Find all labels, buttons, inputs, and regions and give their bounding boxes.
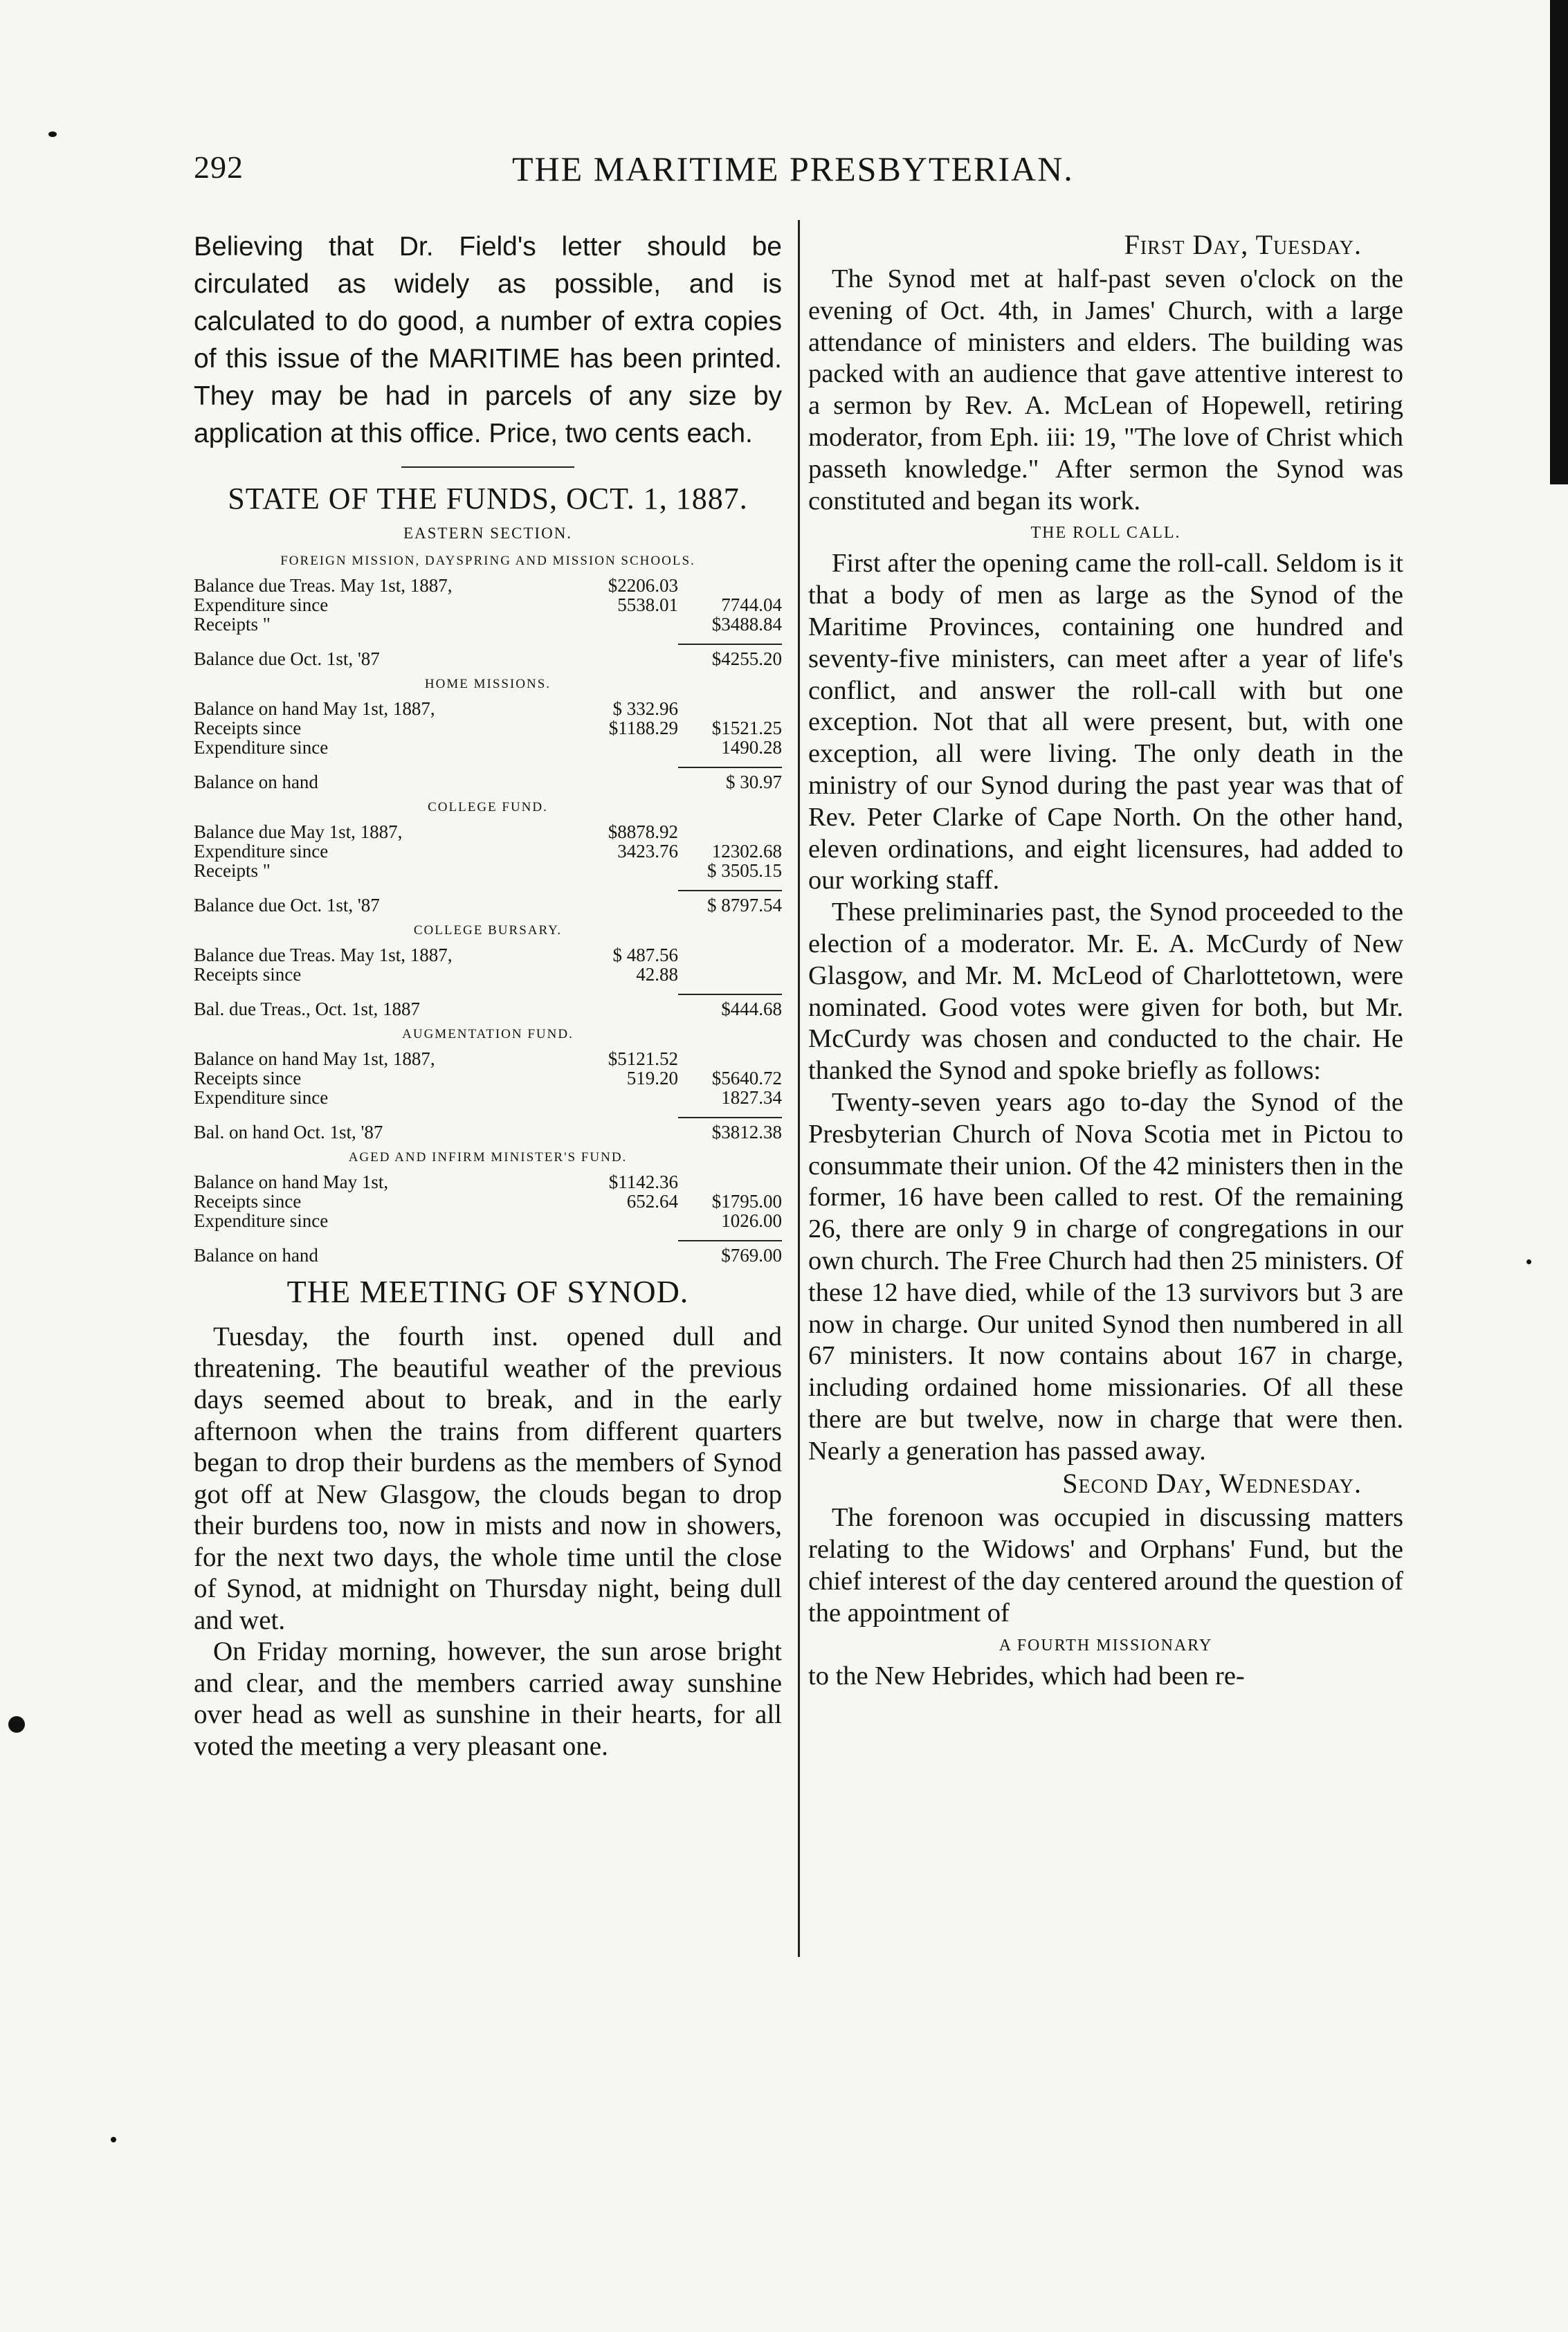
fund-total-row [194,1240,782,1265]
scan-edge-shadow [1550,0,1568,484]
fund-row-label: Receipts since [194,964,302,985]
fund-foreign-mission [194,549,782,668]
fund-row-amount: $5121.52 [608,1048,678,1069]
synod-paragraph: First after the opening came the roll-call. Seldom is it that a body of men as large as the Synod of the Maritime Provinces, containing one hundred and seventy-five ministers, can meet after a year of life's conflict, and answer the roll-call with but one exception. Not that all were present, but, with one exception, all were living. The only death in the ministry of our Synod during the past year was that of Rev. Peter Clarke of Cape North. On the other hand, eleven ordinations, and eight licensures, had added to our working staff. [808,549,1403,895]
fund-home-missions [194,673,782,792]
fund-row-sum: $5640.72 [711,1068,782,1088]
running-head [194,149,1412,197]
fund-row-amount: $ 487.56 [612,945,678,965]
meeting-paragraph: On Friday morning, however, the sun arose bright and clear, and the members carried away sunshine over head as well as sunshine in their hearts, for all voted the meeting a very pleasant one. [194,1637,782,1761]
fund-row-amount: $ 332.96 [612,698,678,719]
fund-row-label: Receipts " [194,614,271,635]
synod-paragraph: to the New Hebrides, which had been re- [808,1661,1245,1691]
fund-row-label: Expenditure since [194,1087,329,1108]
fund-row-label: Expenditure since [194,1210,329,1231]
fund-row [194,576,782,595]
fund-row-amount: 652.64 [626,1191,678,1212]
fund-row [194,738,782,757]
fund-row-label: Balance on hand May 1st, 1887, [194,698,435,719]
fund-heading: FOREIGN MISSION, DAYSPRING AND MISSION SCHOOLS. [280,554,695,568]
fund-college [194,796,782,915]
fund-row-label: Receipts since [194,718,302,738]
left-column [194,228,782,1762]
fund-row-amount: $1188.29 [608,718,678,738]
fund-total-amount: $ 30.97 [678,767,782,792]
column-divider [798,220,800,1957]
fund-row-sum: 12302.68 [711,841,782,862]
fund-row-amount: 42.88 [636,964,678,985]
fund-total-amount: $444.68 [678,994,782,1019]
fund-total-label: Bal. on hand Oct. 1st, '87 [194,1122,383,1142]
fund-row-sum: 1827.34 [721,1087,782,1108]
synod-paragraph: The forenoon was occupied in discussing matters relating to the Widows' and Orphans' Fund, but the chief interest of the day centered around the question of the appointment of [808,1503,1403,1628]
fund-row [194,614,782,634]
fund-total-row [194,767,782,792]
fund-row-sum: 7744.04 [721,594,782,615]
fund-row-label: Receipts since [194,1068,302,1088]
fund-total-row [194,1117,782,1142]
fund-row-amount: 519.20 [626,1068,678,1088]
fund-total-amount: $ 8797.54 [678,890,782,915]
first-day-heading: First Day, Tuesday. [1124,229,1362,260]
fund-row [194,1068,782,1088]
funds-statement [194,549,782,1265]
meeting-paragraph: Tuesday, the fourth inst. opened dull and threatening. The beautiful weather of the previous days seemed about to break, and in the early afternoon when the trains from different quarters began to drop their burdens as the members of Synod got off at New Glasgow, the clouds began to drop their burdens too, now in mists and now in showers, for the next two days, the whole time until the close of Synod, at midnight on Thursday night, being dull and wet. [194,1322,782,1635]
synod-paragraph: These preliminaries past, the Synod proceeded to the election of a moderator. Mr. E. A. McCurdy of New Glasgow, and Mr. M. McLeod of Charlottetown, were nominated. Good votes were given for both, but Mr. McCurdy was chosen and conducted to the chair. He thanked the Synod and spoke briefly as follows: [808,898,1403,1086]
fund-row [194,1172,782,1192]
fund-total-row [194,994,782,1019]
fund-total-amount: $769.00 [678,1240,782,1265]
fund-aged-infirm [194,1146,782,1265]
section-rule [401,466,574,468]
fund-total-label: Balance on hand [194,772,318,792]
fund-row [194,822,782,841]
fund-heading: AGED AND INFIRM MINISTER'S FUND. [348,1150,628,1165]
journal-title: THE MARITIME PRESBYTERIAN. [512,149,1074,188]
fund-row-label: Balance on hand May 1st, 1887, [194,1048,435,1069]
extra-copies-notice: Believing that Dr. Field's letter should be circulated as widely as possible, and is calculated to do good, a number of extra copies of this issue of the MARITIME has been printed. They may be had in parcels of any size by application at this office. Price, two cents each. [194,232,782,448]
fund-row-amount: 3423.76 [617,841,678,862]
fund-total-label: Bal. due Treas., Oct. 1st, 1887 [194,999,420,1019]
fund-row [194,861,782,880]
scan-speck [48,131,57,137]
fund-row [194,965,782,984]
scan-speck [111,2137,116,2142]
right-column [808,228,1403,1692]
fund-row [194,595,782,614]
synod-paragraph: Twenty-seven years ago to-day the Synod of the Presbyterian Church of Nova Scotia met in Pictou to consummate their union. Of the 42 ministers then in the former, 16 have been called to rest. Of the remaining 26, there are only 9 in charge of congregations in our own church. The Free Church had then 25 ministers. Of these 12 have died, while of the 13 survivors but 3 are now in charge. Our united Synod then numbered in all 67 ministers. It now contains about 167 in charge, including ordained home missionaries. Of all these there are but twelve, now in charge that were then. Nearly a generation has passed away. [808,1087,1403,1466]
fund-row-sum: $3488.84 [711,614,782,635]
fund-heading: COLLEGE FUND. [428,800,548,814]
fund-row [194,945,782,965]
fund-row [194,1211,782,1230]
fund-row-label: Receipts since [194,1191,302,1212]
fund-heading: HOME MISSIONS. [424,677,551,691]
fund-total-label: Balance due Oct. 1st, '87 [194,648,380,669]
second-day-heading: Second Day, Wednesday. [1062,1468,1362,1500]
roll-call-heading: THE ROLL CALL. [1030,524,1181,543]
funds-title: STATE OF THE FUNDS, OCT. 1, 1887. [228,482,748,516]
eastern-section-heading: EASTERN SECTION. [403,525,573,542]
fund-row [194,718,782,738]
fund-row [194,841,782,861]
fund-row [194,1049,782,1068]
page-number: 292 [194,149,244,185]
meeting-of-synod-title: THE MEETING OF SYNOD. [286,1274,689,1309]
fund-row-label: Balance due May 1st, 1887, [194,821,403,842]
fund-college-bursary [194,919,782,1019]
fund-total-label: Balance due Oct. 1st, '87 [194,895,380,916]
fund-row-amount: $2206.03 [608,575,678,596]
fund-row [194,699,782,718]
fund-row-label: Expenditure since [194,841,329,862]
fund-row-sum: $1521.25 [711,718,782,738]
fund-total-row [194,644,782,668]
fourth-missionary-heading: A FOURTH MISSIONARY [999,1636,1213,1655]
fund-augmentation [194,1023,782,1142]
fund-row-amount: $1142.36 [608,1172,678,1192]
fund-row-sum: 1026.00 [721,1210,782,1231]
scan-speck [1526,1259,1531,1264]
fund-row-label: Expenditure since [194,594,329,615]
fund-row [194,1088,782,1107]
fund-heading: COLLEGE BURSARY. [413,923,563,938]
fund-row-label: Receipts " [194,860,271,881]
fund-row-label: Balance due Treas. May 1st, 1887, [194,945,453,965]
fund-row-sum: $ 3505.15 [707,860,782,881]
fund-row-label: Expenditure since [194,737,329,758]
fund-total-label: Balance on hand [194,1245,318,1266]
fund-total-amount: $3812.38 [678,1117,782,1142]
fund-row-amount: $8878.92 [608,821,678,842]
scan-speck [8,1716,25,1733]
synod-paragraph: The Synod met at half-past seven o'clock on the evening of Oct. 4th, in James' Church, with a large attendance of ministers and elders. The building was packed with an audience that gave attentive interest to a sermon by Rev. A. McLean of Hopewell, retiring moderator, from Eph. iii: 19, "The love of Christ which passeth knowledge." After sermon the Synod was constituted and began its work. [808,264,1403,516]
fund-row-sum: $1795.00 [711,1191,782,1212]
fund-heading: AUGMENTATION FUND. [402,1027,574,1041]
fund-row-label: Balance due Treas. May 1st, 1887, [194,575,453,596]
fund-total-row [194,890,782,915]
fund-row-label: Balance on hand May 1st, [194,1172,389,1192]
fund-row-sum: 1490.28 [721,737,782,758]
fund-row-amount: 5538.01 [617,594,678,615]
fund-total-amount: $4255.20 [678,644,782,668]
fund-row [194,1192,782,1211]
